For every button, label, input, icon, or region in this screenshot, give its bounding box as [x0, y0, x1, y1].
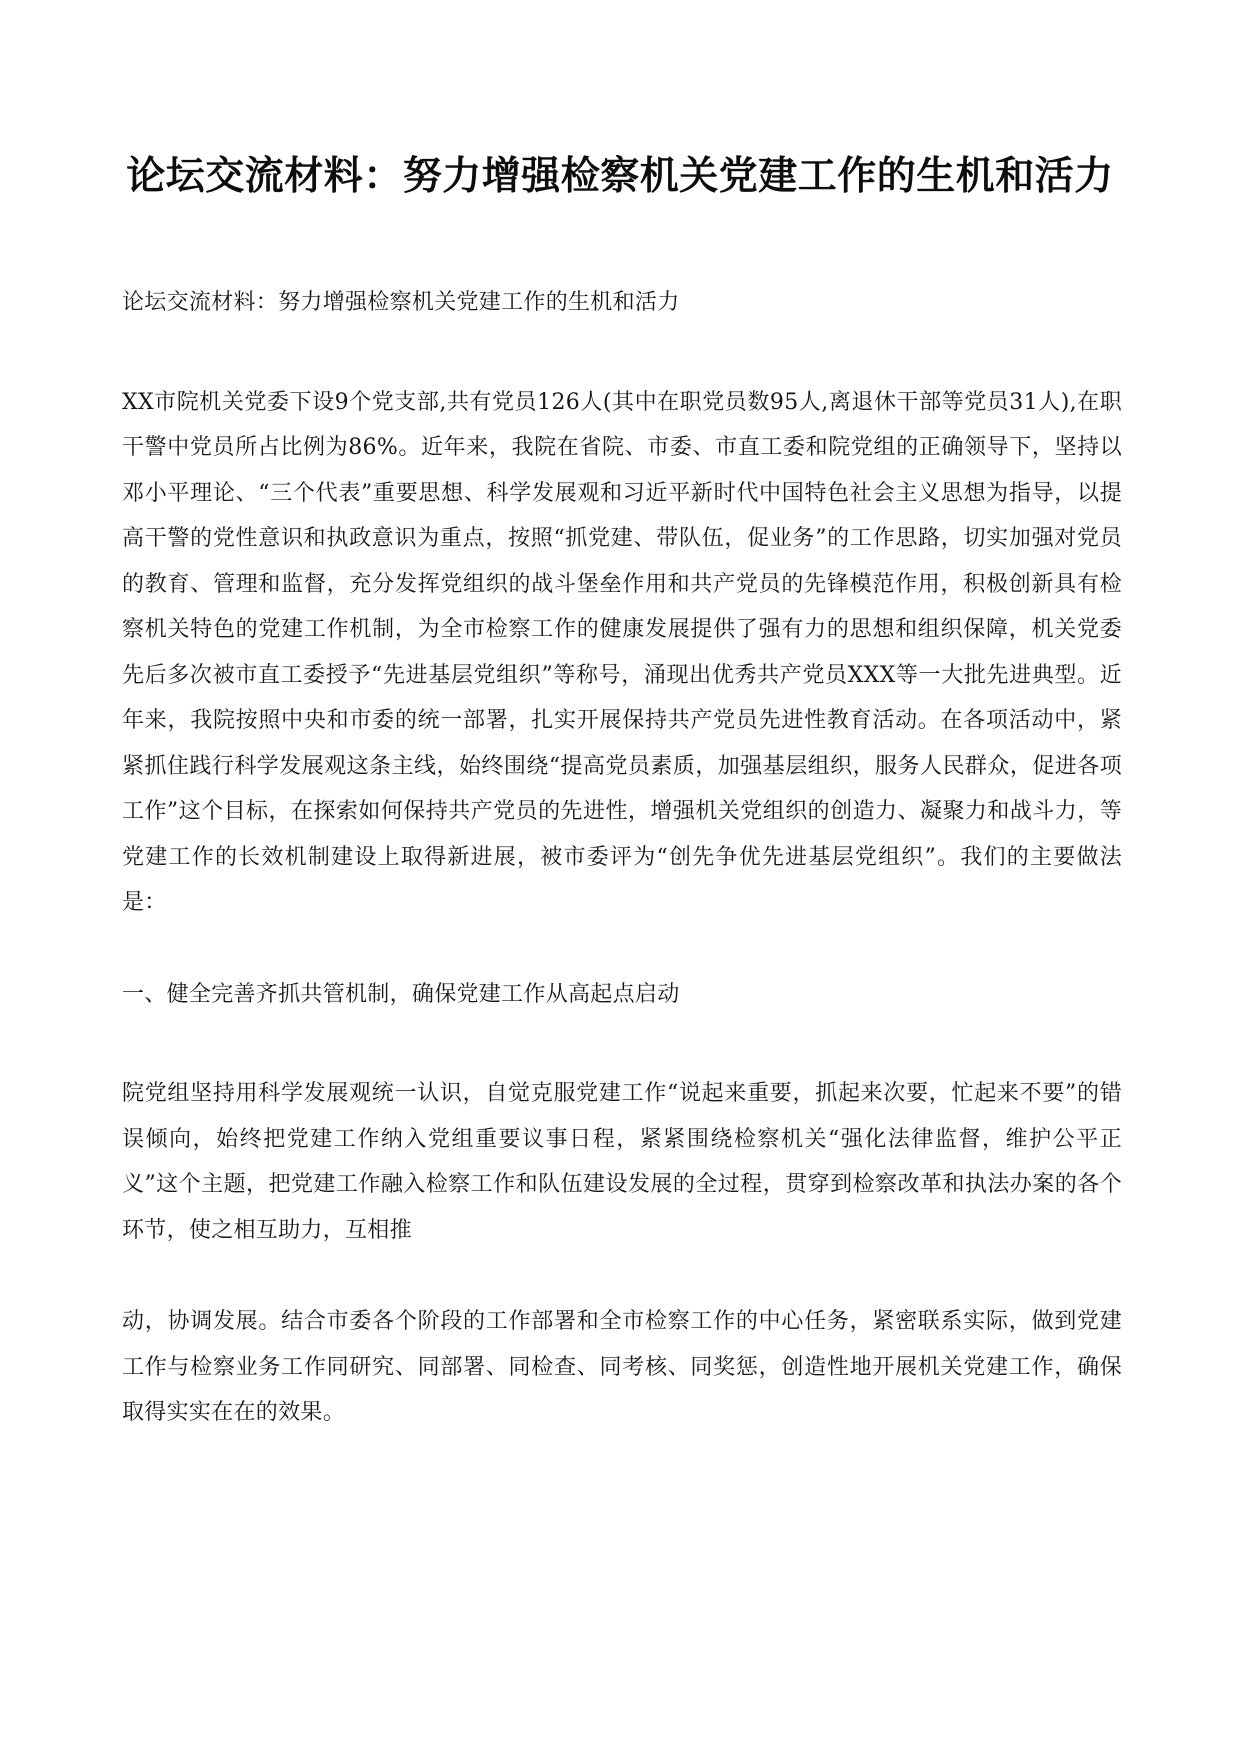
paragraph-section-1-part-2: 动，协调发展。结合市委各个阶段的工作部署和全市检察工作的中心任务，紧密联系实际，做到党建工作与检察业务工作同研究、同部署、同检查、同考核、同奖惩，创造性地开展机关党建工作，确保取得实实在在的效果。 — [122, 1309, 1122, 1425]
paragraph-subtitle: 论坛交流材料：努力增强检察机关党建工作的生机和活力 — [122, 290, 680, 315]
paragraph-intro: XX市院机关党委下设9个党支部,共有党员126人(其中在职党员数95人,离退休干部等党员31人),在职干警中党员所占比例为86%。近年来，我院在省院、市委、市直工委和院党组的正确领导下，坚持以邓小平理论、“三个代表”重要思想、科学发展观和习近平新时代中国特色社会主义思想为指导，以提高干警的党性意识和执政意识为重点，按照“抓党建、带队伍，促业务”的工作思路，切实加强对党员的教育、管理和监督，充分发挥党组织的战斗堡垒作用和共产党员的先锋模范作用，积极创新具有检察机关特色的党建工作机制，为全市检察工作的健康发展提供了强有力的思想和组织保障，机关党委先后多次被市直工委授予“先进基层党组织”等称号，涌现出优秀共产党员XXX等一大批先进典型。近年来，我院按照中央和市委的统一部署，扎实开展保持共产党员先进性教育活动。在各项活动中，紧紧抓住践行科学发展观这条主线，始终围绕“提高党员素质，加强基层组织，服务人民群众，促进各项工作”这个目标，在探索如何保持共产党员的先进性，增强机关党组织的创造力、凝聚力和战斗力，等党建工作的长效机制建设上取得新进展，被市委评为“创先争优先进基层党组织”。我们的主要做法是： — [122, 389, 1122, 915]
document-title: 论坛交流材料：努力增强检察机关党建工作的生机和活力 — [126, 153, 1114, 199]
section-heading-1: 一、健全完善齐抓共管机制，确保党建工作从高起点启动 — [122, 981, 680, 1007]
paragraph-section-1-part-1: 院党组坚持用科学发展观统一认识，自觉克服党建工作“说起来重要，抓起来次要，忙起来不要”的错误倾向，始终把党建工作纳入党组重要议事日程，紧紧围绕检察机关“强化法律监督，维护公平正义”这个主题，把党建工作融入检察工作和队伍建设发展的全过程，贯穿到检察改革和执法办案的各个环节，使之相互助力，互相推 — [122, 1081, 1122, 1243]
document-body — [122, 280, 1122, 1482]
